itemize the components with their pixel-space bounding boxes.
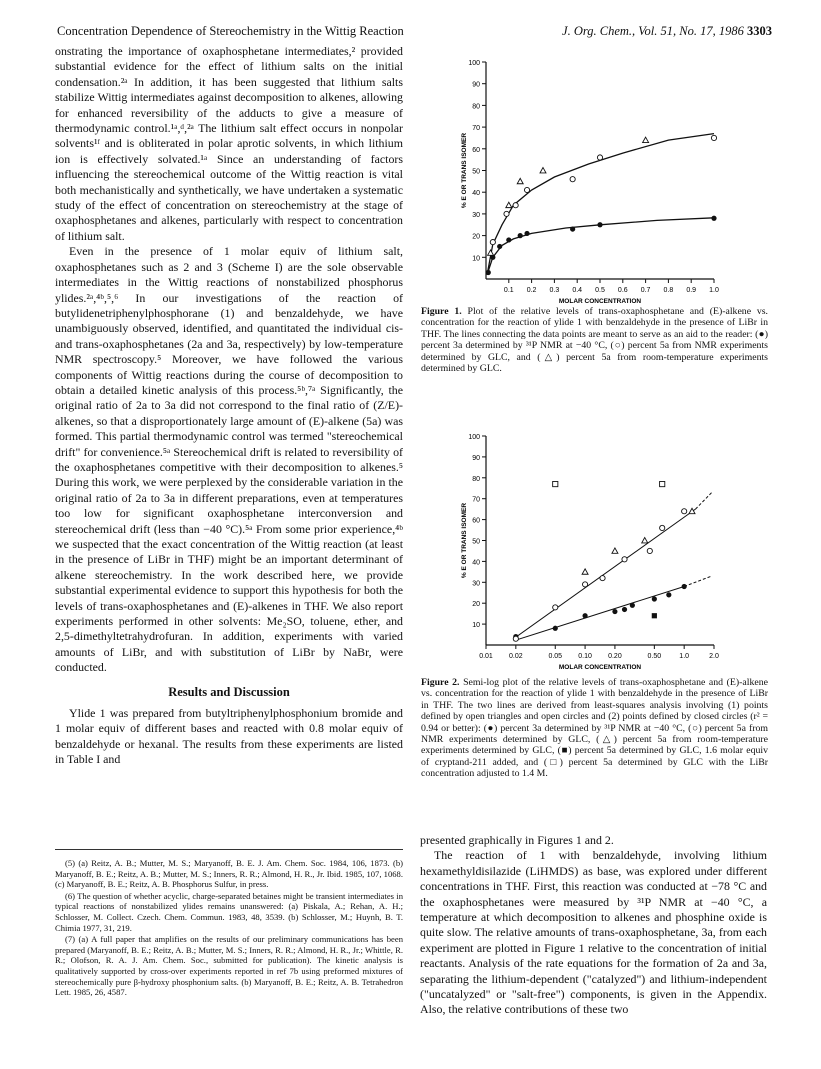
figure-2-caption-text: Semi-log plot of the relative levels of trans-oxaphosphetane and (E)-alkene vs. concentration for the reaction of ylide 1 with benzaldehyde in the presence of LiBr in THF. The two lines are derived from least-squares analysis involving (1) points defined by open triangles and open circles and (2) points defined by closed circles (r² = 0.94 or better): (●) percent 3a determined by ³¹P NMR at −40 °C, (○) percent 5a from NMR experiments determined by GLC, (△) percent 5a from room-temperature experiments determined by GLC, (■) percent 5a determined by GLC, 1.6 molar equiv of cryptand-211 added, and (□) percent 5a determined by GLC with the LiBr concentration adjusted to 1.4 M. <box>421 677 768 780</box>
chart2-point-open-circle <box>600 576 605 581</box>
chart2-point-open-triangle <box>582 569 588 574</box>
page-number: 3303 <box>747 24 772 38</box>
chart1-point-filled-circle <box>486 270 491 275</box>
chart1-point-open-triangle <box>517 178 523 183</box>
chart1-x-tick-label: 0.6 <box>617 287 628 294</box>
body-paragraph: The reaction of 1 with benzaldehyde, involving lithium hexamethyldisilazide (LiHMDS) as base, was explored under different concentrations in THF. First, this reaction was conducted at −78 °C and the oxaphosphetanes were measured by ³¹P NMR at −40 °C, a temperature at which decomposition to alkenes and phosphine oxide is quite slow. The relative amounts of trans-oxaphosphetane, 3a, from each experiment are plotted in Figure 1 relative to the concentration of initial reactants. Analysis of the rate equations for the formation of 2a and 3a, separating the lithium-dependent ("catalyzed") and lithium-independent ("uncatalyzed" or "salt-free") components, is given in the Appendix. Also, the relative contributions of these two <box>420 848 767 1017</box>
chart2-y-tick-label: 70 <box>472 496 480 504</box>
chart2-x-tick-label: 0.05 <box>548 653 563 660</box>
chart2-point-filled-circle <box>666 592 671 597</box>
chart2-point-open-circle <box>647 548 652 553</box>
chart1-point-open-circle <box>504 211 509 216</box>
chart1-x-tick-label: 0.1 <box>503 287 514 294</box>
chart2-fit-line-filled-circle <box>514 586 685 640</box>
chart1-point-open-triangle <box>540 168 546 173</box>
chart2-y-tick-label: 30 <box>472 580 480 588</box>
chart1-y-tick-label: 80 <box>472 103 480 111</box>
chart2-x-tick-label: 0.50 <box>647 653 662 660</box>
chart2-y-tick-label: 40 <box>472 559 480 567</box>
chart2-point-open-circle <box>513 636 518 641</box>
chart2-x-tick-label: 0.20 <box>608 653 622 660</box>
running-header-journal <box>562 24 772 39</box>
chart1-y-tick-label: 70 <box>472 125 480 133</box>
chart2-x-tick-label: 0.02 <box>509 653 523 660</box>
reference-item: (6) The question of whether acyclic, charge-separated betaines might be transient intermediates in typical reactions of nonstabilized ylides remains unanswered: (a) Piskala, A.; Rehan, A. H.; Schlosser, M. Collect. Czech. Chem. Commun. 1983, 48, 3539. (b) Schlosser, M.; Huynh, B. T. Chimia 1977, 31, 219. <box>55 890 403 933</box>
figure-1-caption <box>421 306 768 374</box>
chart1-point-filled-circle <box>506 237 511 242</box>
chart2-point-filled-circle <box>630 603 635 608</box>
chart2-y-axis-label: % E OR TRANS ISOMER <box>461 502 468 579</box>
figure-2-chart <box>418 414 763 674</box>
figure-1-label: Figure 1. <box>421 306 462 317</box>
chart1-point-filled-circle <box>497 244 502 249</box>
chart1-y-tick-label: 100 <box>468 60 480 67</box>
journal-citation: J. Org. Chem., Vol. 51, No. 17, 1986 <box>562 24 744 38</box>
chart1-point-open-circle <box>570 177 575 182</box>
section-heading: Results and Discussion <box>168 684 290 699</box>
chart1-point-open-triangle <box>643 137 649 142</box>
chart2-point-open-triangle <box>642 538 648 543</box>
chart2-x-tick-label: 1.0 <box>679 653 690 660</box>
chart1-y-tick-label: 30 <box>472 211 480 219</box>
chart2-point-open-circle <box>682 509 687 514</box>
chart1-y-tick-label: 20 <box>472 233 480 241</box>
chart1-point-open-circle <box>524 187 529 192</box>
chart1-point-filled-circle <box>518 233 523 238</box>
chart1-point-open-circle <box>711 135 716 140</box>
chart2-point-filled-circle <box>622 607 627 612</box>
chart1-point-open-circle <box>490 240 495 245</box>
chart1-y-tick-label: 60 <box>472 146 480 154</box>
chart2-point-filled-square <box>652 613 657 618</box>
chart2-point-open-circle <box>582 582 587 587</box>
right-column <box>420 833 767 1018</box>
chart2-x-tick-label: 2.0 <box>709 653 719 660</box>
chart1-point-open-triangle <box>506 202 512 207</box>
chart2-y-tick-label: 90 <box>472 454 480 462</box>
chart2-y-tick-label: 100 <box>468 434 480 441</box>
chart1-point-filled-circle <box>597 222 602 227</box>
body-paragraph: Ylide 1 was prepared from butyltriphenylphosphonium bromide and 1 molar equiv of different bases and reacted with 0.8 molar equiv of benzaldehyde or hexanal. The results from these experiments are listed in Table I and <box>55 706 403 767</box>
chart1-y-tick-label: 50 <box>472 168 480 176</box>
chart1-x-tick-label: 0.5 <box>595 287 605 294</box>
chart1-x-tick-label: 1.0 <box>709 287 719 294</box>
reference-item: (5) (a) Reitz, A. B.; Mutter, M. S.; Maryanoff, B. E. J. Am. Chem. Soc. 1984, 106, 1873. (b) Maryanoff, B. E.; Reitz, A. B.; Mutter, M. S.; Inners, R. R.; Almond, H. R., Jr. Ibid. 1985, 107, 1068. (c) Maryanoff, B. E.; Reitz, A. B. Phosphorus Sulfur, in press. <box>55 858 403 890</box>
reference-item: (7) (a) A full paper that amplifies on the results of our preliminary communications has been prepared (Maryanoff, B. E.; Reitz, A. B.; Mutter, M. S.; Inners, R. R.; Almond, H. R., Jr.; Whittle, R. R.; Olofson, R. A. J. Am. Chem. Soc., submitted for publication). The kinetic analysis is qualitatively supported by cross-over experiments reported in ref 7b using preformed mixtures of stereochemically pure β-hydroxy phosphonium salts. (b) Maryanoff, B. E.; Reitz, A. B. Tetrahedron Lett. 1985, 26, 4587. <box>55 934 403 998</box>
chart1-point-filled-circle <box>570 226 575 231</box>
running-header-title: Concentration Dependence of Stereochemistry in the Wittig Reaction <box>57 24 404 38</box>
chart2-y-tick-label: 50 <box>472 538 480 546</box>
chart1-point-filled-circle <box>711 216 716 221</box>
chart2-point-open-square <box>660 481 665 486</box>
chart1-point-open-circle <box>513 203 518 208</box>
chart2-point-filled-circle <box>682 584 687 589</box>
chart2-point-open-triangle <box>612 548 618 553</box>
chart2-point-filled-circle <box>553 626 558 631</box>
chart1-y-tick-label: 40 <box>472 190 480 198</box>
chart2-point-open-triangle <box>689 508 695 513</box>
chart1-y-tick-label: 90 <box>472 81 480 89</box>
chart1-x-tick-label: 0.9 <box>686 287 697 294</box>
chart2-y-tick-label: 60 <box>472 517 480 525</box>
chart2-point-open-square <box>553 481 558 486</box>
figure-1-chart <box>418 42 763 304</box>
body-paragraph: Even in the presence of 1 molar equiv of lithium salt, oxaphosphetanes such as 2 and 3 (Scheme I) are the sole observable intermediates in the Wittig reactions of nonstabilized phosphorus ylides.²ᵃ,⁴ᵇ,⁵,⁶ In our investigations of the reaction of butylidenetriphenylphosphorane (1) and benzaldehyde, we have unambiguously observed, identified, and quantitated the individual cis- and trans-oxaphosphetanes (2a and 3a, respectively) by low-temperature NMR spectroscopy.⁵ Moreover, we have followed the various components of Wittig reactions during the course of decomposition to obtain a detailed kinetic analysis of this process.⁵ᵇ,⁷ᵃ Significantly, the original ratio of 2a to 3a did not correspond to the final ratio of (Z/E)-alkenes, so that a disproportionately large amount of (E)-alkene (5a) was formed. This partial thermodynamic control was termed "stereochemical drift" for convenience.⁵ᵃ Stereochemical drift is related to reversibility of the oxaphosphetanes competitive with their decomposition to alkenes.⁵ During this work, we were perplexed by the considerable variation in the original ratio of 2a to 3a in different preparations, even at temperatures too low for significant oxaphosphetane interconversion and stereochemical drift (less than −40 °C).⁵ᵃ From some prior experience,⁴ᵇ we suspected that the exact concentration of the Wittig reaction (at least in the presence of LiBr in THF) might be an important determinant of alkene stereochemistry. In the work described here, we provide substantial experimental evidence to support this hypothesis for both the levels of trans-oxaphosphetanes and (E)-alkenes in THF. We also report experiments performed in other solvents: Me₂SO, toluene, ether, and 2,5-dimethyltetrahydrofuran. In addition, experiments with varied amounts of LiBr, and with substitution of LiBr by NaBr, were conducted. <box>55 244 403 675</box>
chart2-x-axis-label: MOLAR CONCENTRATION <box>558 664 642 671</box>
references <box>55 849 403 999</box>
left-column <box>55 44 403 768</box>
chart2-fit-line-open <box>514 509 696 639</box>
body-paragraph: onstrating the importance of oxaphosphetane intermediates,² provided substantial evidence for the effect of lithium salts on the initial condensation.²ᵃ In addition, it has been suggested that lithium salts stabilize Wittig intermediates against decomposition to alkenes, allowing for enhanced reversibility of the adducts to give a measure of thermodynamic control.¹ᵃ,ᵈ,²ᵃ The lithium salt effect occurs in nonpolar solvents¹ᶠ and is obliterated in polar aprotic solvents, in which lithium ion is effectively solvated.¹ᵃ Since an understanding of factors influencing the stereochemical outcome of the Wittig reaction is vital both mechanistically and synthetically, we have undertaken a systematic study of the effect of concentration on stereochemistry at the stage of oxaphosphetanes and alkenes, particularly with respect to concentration of lithium salt. <box>55 44 403 243</box>
chart2-x-tick-label: 0.10 <box>578 653 592 660</box>
chart2-point-open-circle <box>622 557 627 562</box>
chart1-x-axis-label: MOLAR CONCENTRATION <box>558 298 642 304</box>
figure-2-caption <box>421 677 768 780</box>
chart1-x-tick-label: 0.2 <box>526 287 537 294</box>
chart1-y-axis-label: % E OR TRANS ISOMER <box>461 132 468 209</box>
chart2-y-tick-label: 20 <box>472 601 480 609</box>
chart2-fit-extension-filled-circle <box>684 576 712 586</box>
figure-2-label: Figure 2. <box>421 677 460 688</box>
body-paragraph: presented graphically in Figures 1 and 2. <box>420 833 614 847</box>
chart2-point-filled-circle <box>582 613 587 618</box>
chart1-point-filled-circle <box>524 231 529 236</box>
chart1-x-tick-label: 0.7 <box>640 287 651 294</box>
chart1-x-tick-label: 0.8 <box>663 287 674 294</box>
chart2-point-filled-circle <box>652 596 657 601</box>
chart2-point-open-circle <box>660 525 665 530</box>
chart2-fit-extension-open <box>695 492 711 509</box>
chart2-point-open-circle <box>553 605 558 610</box>
chart1-point-open-circle <box>597 155 602 160</box>
figure-1-caption-text: Plot of the relative levels of trans-oxaphosphetane and (E)-alkene vs. concentration for the reaction of ylide 1 with benzaldehyde in the presence of LiBr in THF. The lines connecting the data points are meant to serve as an aid to the reader: (●) percent 3a determined by ³¹P NMR at −40 °C, (○) percent 5a from NMR experiments determined by GLC, and (△) percent 5a from room-temperature experiments determined by GLC. <box>421 306 768 375</box>
chart2-point-filled-circle <box>612 609 617 614</box>
chart2-y-tick-label: 80 <box>472 475 480 483</box>
chart1-x-tick-label: 0.3 <box>549 287 560 294</box>
chart2-y-tick-label: 10 <box>472 622 480 630</box>
chart2-x-tick-label: 0.01 <box>479 653 493 660</box>
chart1-point-open-triangle <box>488 250 494 255</box>
chart1-y-tick-label: 10 <box>472 255 480 263</box>
chart1-x-tick-label: 0.4 <box>572 287 583 294</box>
